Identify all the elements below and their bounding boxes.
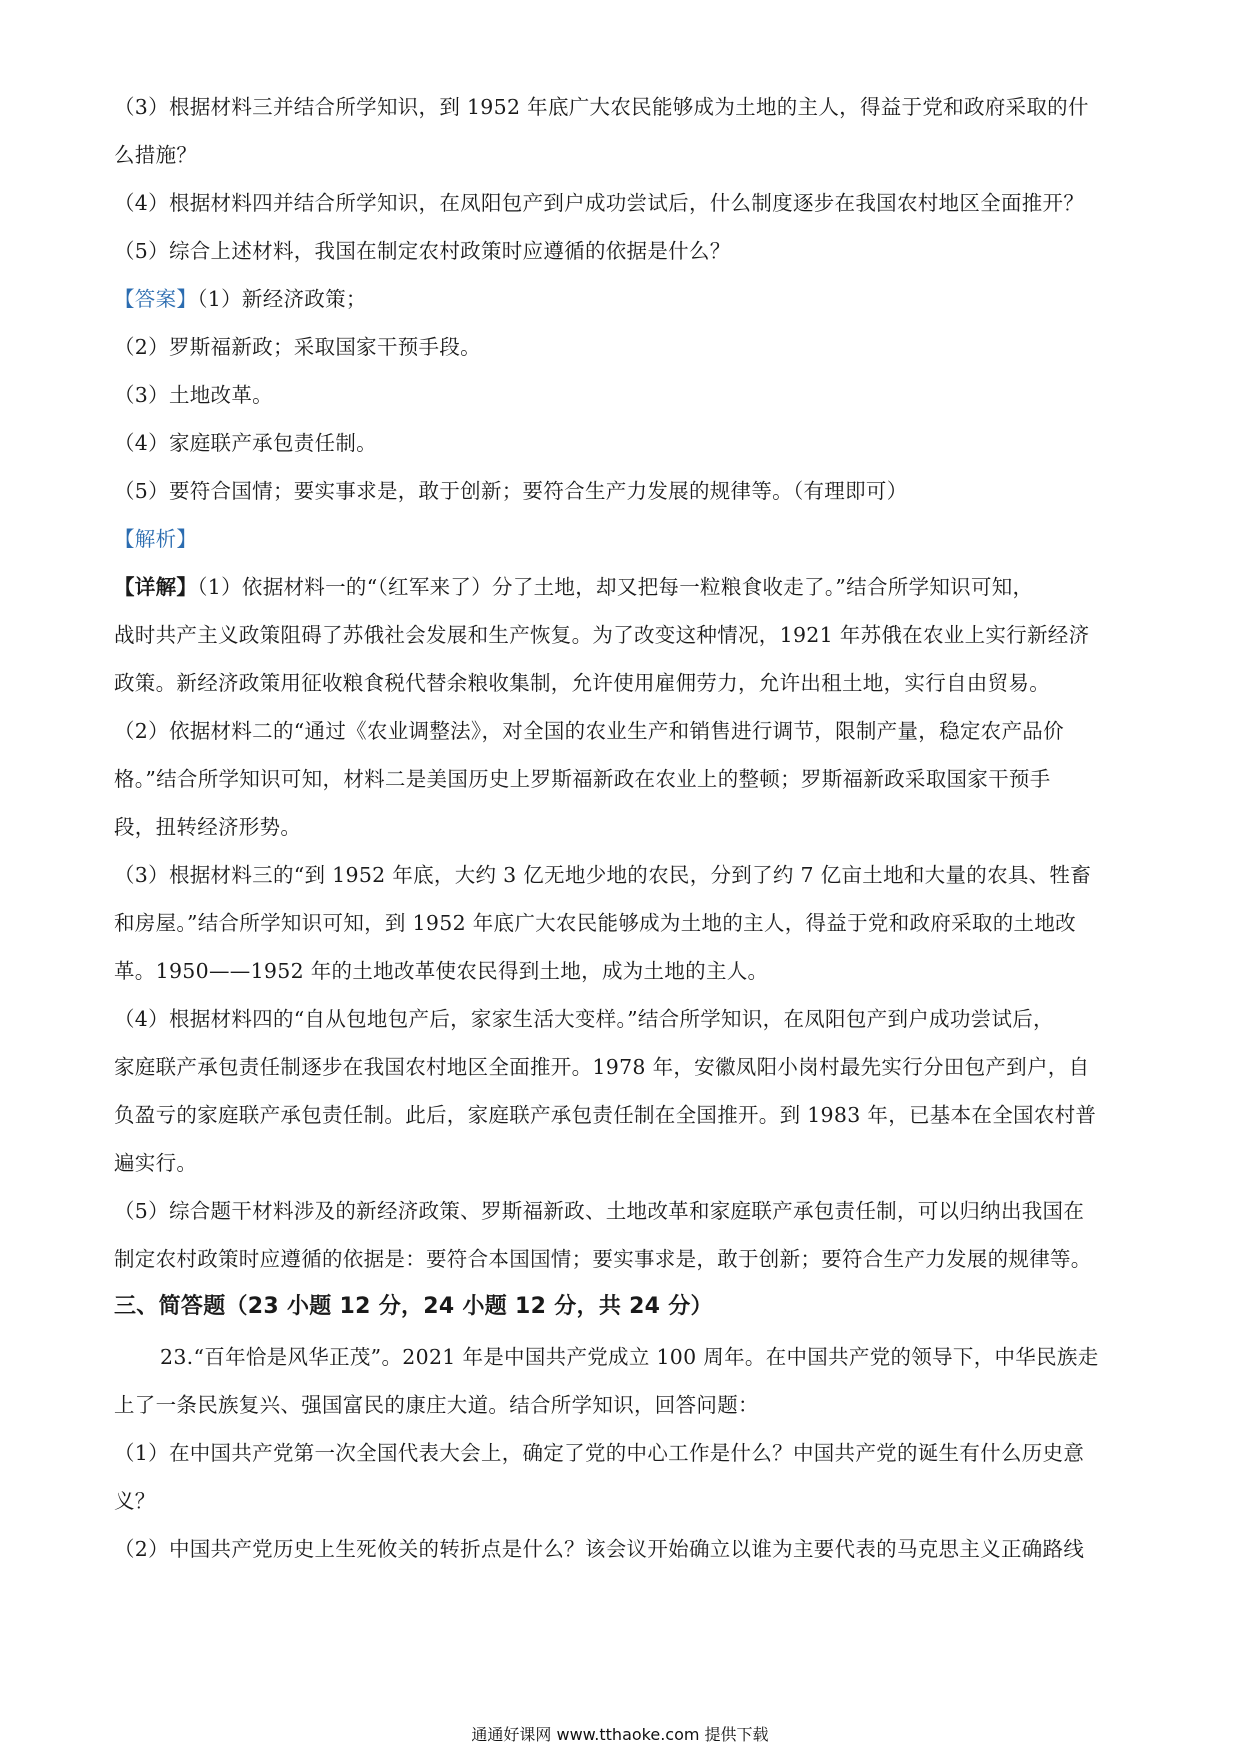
answer-label: 【答案】 — [114, 287, 198, 311]
detail-line: （5）综合题干材料涉及的新经济政策、罗斯福新政、土地改革和家庭联产承包责任制，可以归纳出我国在 — [114, 1199, 1085, 1223]
detail-label: 【详解】 — [114, 575, 198, 599]
detail-line: 战时共产主义政策阻碍了苏俄社会发展和生产恢复。为了改变这种情况，1921 年苏俄在农业上实行新经济 — [114, 623, 1090, 647]
answer-3: （3）土地改革。 — [114, 383, 273, 407]
answer-2: （2）罗斯福新政；采取国家干预手段。 — [114, 335, 481, 359]
detail-line: 格。”结合所学知识可知，材料二是美国历史上罗斯福新政在农业上的整顿；罗斯福新政采取国家干预手 — [114, 767, 1051, 791]
detail-line-1 — [114, 572, 1124, 602]
detail-line: 遍实行。 — [114, 1151, 198, 1175]
detail-line: （3）根据材料三的“到 1952 年底，大约 3 亿无地少地的农民，分到了约 7 亿亩土地和大量的农具、牲畜 — [114, 863, 1092, 887]
detail-first-text: （1）依据材料一的“（红军来了）分了土地，却又把每一粒粮食收走了。”结合所学知识可知， — [197, 575, 1034, 599]
question-4: （4）根据材料四并结合所学知识，在凤阳包产到户成功尝试后，什么制度逐步在我国农村地区全面推开？ — [114, 191, 1085, 215]
answer-line-1 — [114, 284, 1124, 314]
page-footer: 通通好课网 www.tthaoke.com 提供下载 — [471, 1725, 769, 1744]
detail-line: 段，扭转经济形势。 — [114, 815, 302, 839]
detail-line: （2）依据材料二的“通过《农业调整法》，对全国的农业生产和销售进行调节，限制产量，稳定农产品价 — [114, 719, 1064, 743]
section-title: 三、简答题（23 小题 12 分，24 小题 12 分，共 24 分） — [114, 1294, 713, 1319]
question-3-line-1: （3）根据材料三并结合所学知识，到 1952 年底广大农民能够成为土地的主人，得益于党和政府采取的什 — [114, 95, 1089, 119]
question-3-line-2: 么措施？ — [114, 143, 198, 167]
analysis-label: 【解析】 — [114, 527, 198, 551]
answer-4: （4）家庭联产承包责任制。 — [114, 431, 377, 455]
question-23-line: 上了一条民族复兴、强国富民的康庄大道。结合所学知识，回答问题： — [114, 1393, 759, 1417]
question-23-intro: 23.“百年恰是风华正茂”。2021 年是中国共产党成立 100 周年。在中国共产党的领导下，中华民族走 — [160, 1345, 1099, 1369]
question-5: （5）综合上述材料，我国在制定农村政策时应遵循的依据是什么？ — [114, 239, 731, 263]
detail-line: 和房屋。”结合所学知识可知，到 1952 年底广大农民能够成为土地的主人，得益于党和政府采取的土地改 — [114, 911, 1076, 935]
detail-line: 负盈亏的家庭联产承包责任制。此后，家庭联产承包责任制在全国推开。到 1983 年，已基本在全国农村普 — [114, 1103, 1097, 1127]
answer-5: （5）要符合国情；要实事求是，敢于创新；要符合生产力发展的规律等。（有理即可） — [114, 479, 908, 503]
question-23-2: （2）中国共产党历史上生死攸关的转折点是什么？该会议开始确立以谁为主要代表的马克思主义正确路线 — [114, 1537, 1085, 1561]
detail-line: （4）根据材料四的“自从包地包产后，家家生活大变样。”结合所学知识，在凤阳包产到户成功尝试后， — [114, 1007, 1054, 1031]
detail-line: 制定农村政策时应遵循的依据是：要符合本国国情；要实事求是，敢于创新；要符合生产力发展的规律等。 — [114, 1247, 1092, 1271]
answer-1: （1）新经济政策； — [197, 287, 367, 311]
detail-line: 革。1950——1952 年的土地改革使农民得到土地，成为土地的主人。 — [114, 959, 769, 983]
question-23-1-cont: 义？ — [114, 1489, 156, 1513]
detail-line: 家庭联产承包责任制逐步在我国农村地区全面推开。1978 年，安徽凤阳小岗村最先实行分田包产到户，自 — [114, 1055, 1090, 1079]
detail-line: 政策。新经济政策用征收粮食税代替余粮收集制，允许使用雇佣劳力，允许出租土地，实行自由贸易。 — [114, 671, 1050, 695]
question-23-1: （1）在中国共产党第一次全国代表大会上，确定了党的中心工作是什么？中国共产党的诞生有什么历史意 — [114, 1441, 1085, 1465]
